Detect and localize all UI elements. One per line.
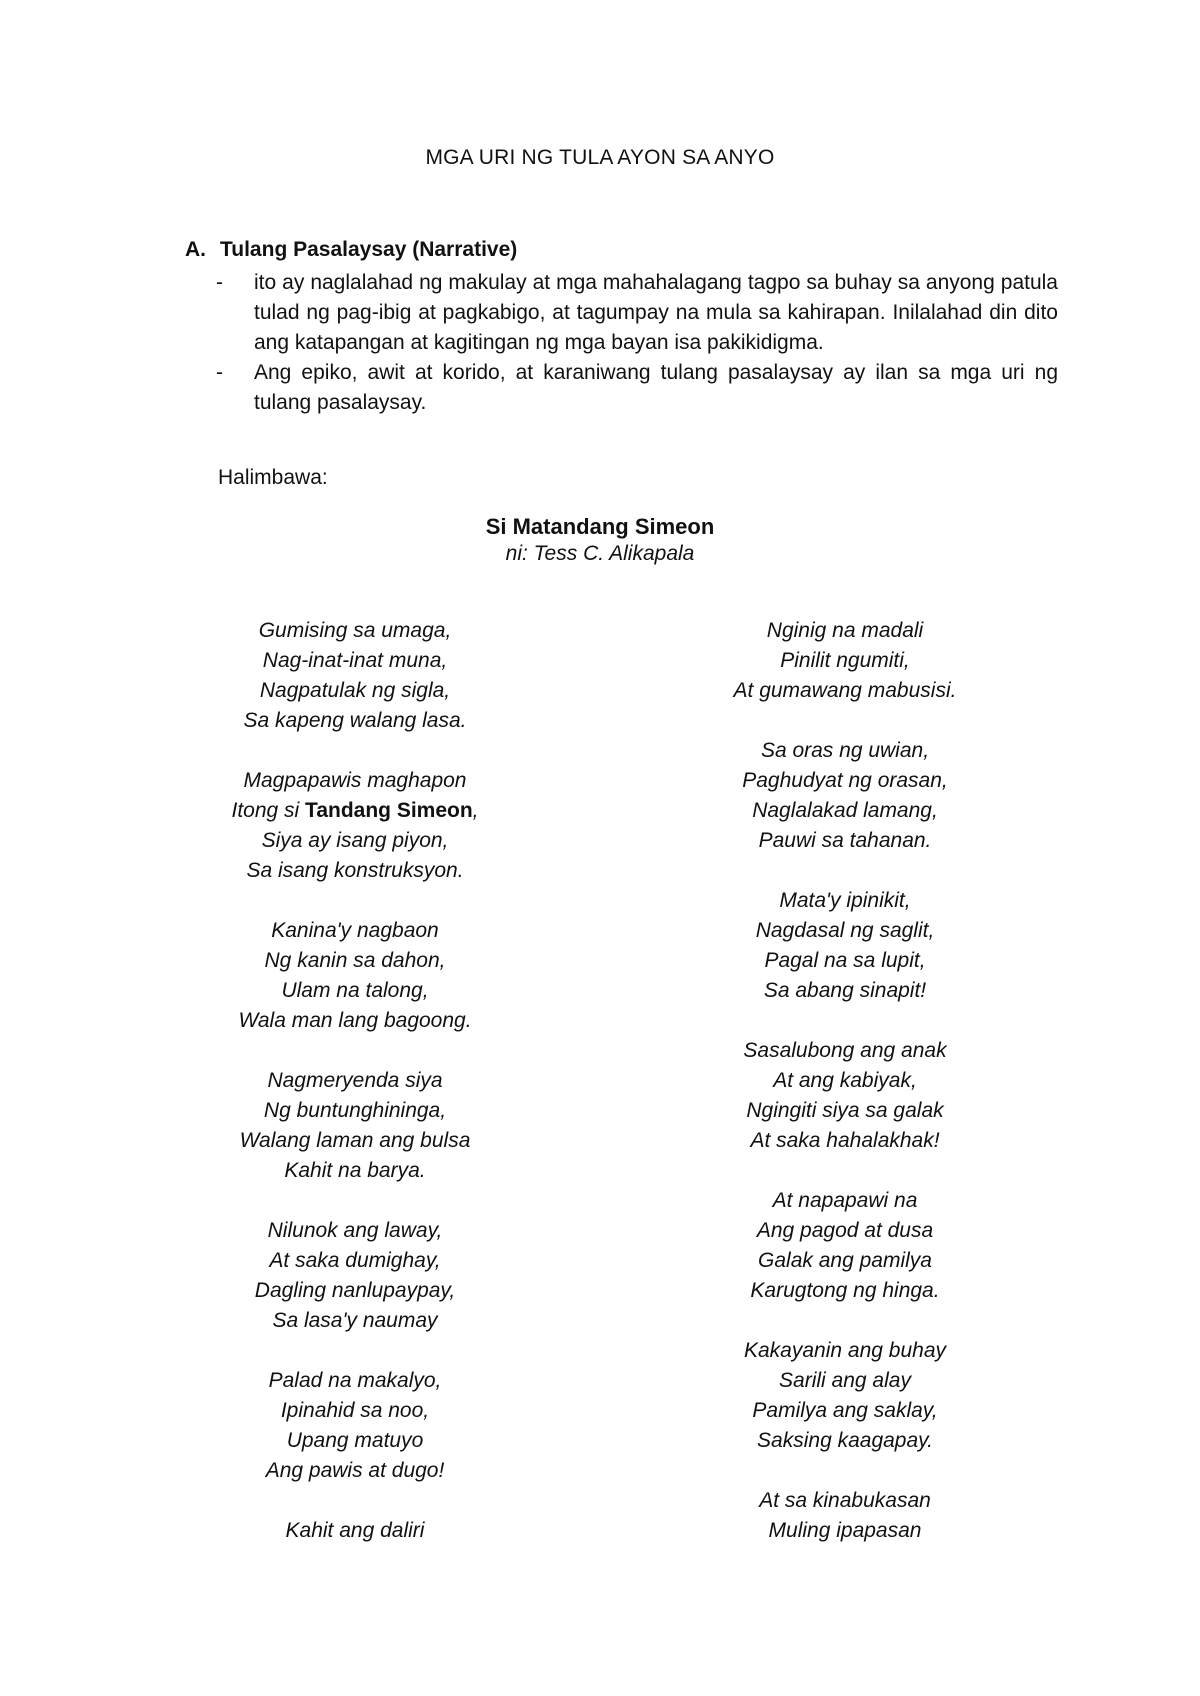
stanza xyxy=(155,916,555,1036)
poem-line: Paghudyat ng orasan, xyxy=(742,769,948,792)
poem-line: Kahit ang daliri xyxy=(285,1519,425,1542)
stanza xyxy=(645,1186,1045,1306)
page-title: MGA URI NG TULA AYON SA ANYO xyxy=(425,146,775,169)
poem-line: Naglalakad lamang, xyxy=(752,799,938,822)
section-heading-text: Tulang Pasalaysay (Narrative) xyxy=(220,238,518,261)
stanza xyxy=(645,1486,1045,1546)
poem-line: At gumawang mabusisi. xyxy=(733,679,957,702)
poem-line: Sa kapeng walang lasa. xyxy=(243,709,467,732)
poem-line-part: , xyxy=(472,799,479,822)
stanza xyxy=(155,1216,555,1336)
poem-line: Sa isang konstruksyon. xyxy=(246,859,464,882)
poem-line: Walang laman ang bulsa xyxy=(239,1129,471,1152)
poem-line: Gumising sa umaga, xyxy=(258,619,452,642)
stanza xyxy=(645,1336,1045,1456)
poem-line: Saksing kaagapay. xyxy=(757,1429,933,1452)
poem-line: Nginig na madali xyxy=(766,619,924,642)
poem-line: Ngingiti siya sa galak xyxy=(746,1099,944,1122)
poem-line: Karugtong ng hinga. xyxy=(750,1279,940,1302)
poem-line: Ang pawis at dugo! xyxy=(265,1459,445,1482)
poem-line: Nagdasal ng saglit, xyxy=(755,919,935,942)
poem-line: Sa oras ng uwian, xyxy=(760,739,930,762)
bullet-dash: - xyxy=(216,271,223,294)
poem-line-part: Itong si xyxy=(231,799,300,822)
poem-line: At saka hahalakhak! xyxy=(750,1129,940,1152)
poem-line: Siya ay isang piyon, xyxy=(261,829,449,852)
poem-line: Ipinahid sa noo, xyxy=(280,1399,430,1422)
poem-line: Nilunok ang laway, xyxy=(267,1219,443,1242)
stanza xyxy=(645,886,1045,1006)
poem-line: Nagmeryenda siya xyxy=(267,1069,443,1092)
poem-line: Sa lasa'y naumay xyxy=(272,1309,438,1332)
example-label: Halimbawa: xyxy=(218,466,328,489)
poem-line: Nag-inat-inat muna, xyxy=(262,649,448,672)
poem-line: Pagal na sa lupit, xyxy=(764,949,926,972)
poem-line: At sa kinabukasan xyxy=(759,1489,931,1512)
bullet-text: Ang epiko, awit at korido, at karaniwang tulang pasalaysay ay ilan sa mga uri ng tulang pasalaysay. xyxy=(254,361,1058,414)
poem-line: Kakayanin ang buhay xyxy=(744,1339,946,1362)
poem-line: Kanina'y nagbaon xyxy=(271,919,439,942)
poem-line: Ng buntunghininga, xyxy=(263,1099,447,1122)
section-letter: A. xyxy=(185,238,206,261)
poem-line: Sa abang sinapit! xyxy=(763,979,927,1002)
poem-line: Magpapawis maghapon xyxy=(243,769,467,792)
poem-line: Muling ipapasan xyxy=(768,1519,922,1542)
poem-line: Sarili ang alay xyxy=(779,1369,911,1392)
poem-line: Ang pagod at dusa xyxy=(756,1219,934,1242)
poem-line: Palad na makalyo, xyxy=(268,1369,442,1392)
poem-line: Wala man lang bagoong. xyxy=(238,1009,472,1032)
poem-title: Si Matandang Simeon xyxy=(485,514,715,539)
list-item xyxy=(216,268,1058,358)
poem-line: Ng kanin sa dahon, xyxy=(264,949,446,972)
poem-line: Pinilit ngumiti, xyxy=(780,649,910,672)
poem-line: Kahit na barya. xyxy=(284,1159,426,1182)
stanza xyxy=(155,1516,555,1546)
stanza xyxy=(155,766,555,886)
stanza xyxy=(155,1066,555,1186)
poem-line: Mata'y ipinikit, xyxy=(779,889,911,912)
poem-left-column xyxy=(155,616,555,1576)
stanza xyxy=(645,736,1045,856)
poem-line: Nagpatulak ng sigla, xyxy=(259,679,451,702)
poem-right-column xyxy=(645,616,1045,1576)
poem-line: Dagling nanlupaypay, xyxy=(254,1279,456,1302)
section-heading xyxy=(185,238,517,262)
poem-line xyxy=(155,796,555,826)
poem-line: Sasalubong ang anak xyxy=(743,1039,947,1062)
emphasized-name: Tandang Simeon xyxy=(305,799,473,822)
bullet-dash: - xyxy=(216,361,223,384)
poem-line: Galak ang pamilya xyxy=(758,1249,932,1272)
poem-line: At saka dumighay, xyxy=(269,1249,441,1272)
bullet-text: ito ay naglalahad ng makulay at mga mahahalagang tagpo sa buhay sa anyong patula tulad ng pag-ibig at pagkabigo, at tagumpay na mula sa kahirapan. Inilalahad din dito ang katapangan at kagitingan ng mga bayan isa pakikidigma. xyxy=(254,271,1058,354)
definition-list xyxy=(216,268,1058,418)
poem-line: Pamilya ang saklay, xyxy=(752,1399,938,1422)
poem-line: Upang matuyo xyxy=(286,1429,424,1452)
stanza xyxy=(645,616,1045,706)
stanza xyxy=(155,616,555,736)
poem-line: At napapawi na xyxy=(772,1189,918,1212)
poem-line: Pauwi sa tahanan. xyxy=(758,829,932,852)
poem-author: ni: Tess C. Alikapala xyxy=(505,542,695,565)
stanza xyxy=(645,1036,1045,1156)
poem-line: At ang kabiyak, xyxy=(773,1069,917,1092)
stanza xyxy=(155,1366,555,1486)
poem-line: Ulam na talong, xyxy=(281,979,429,1002)
list-item xyxy=(216,358,1058,418)
